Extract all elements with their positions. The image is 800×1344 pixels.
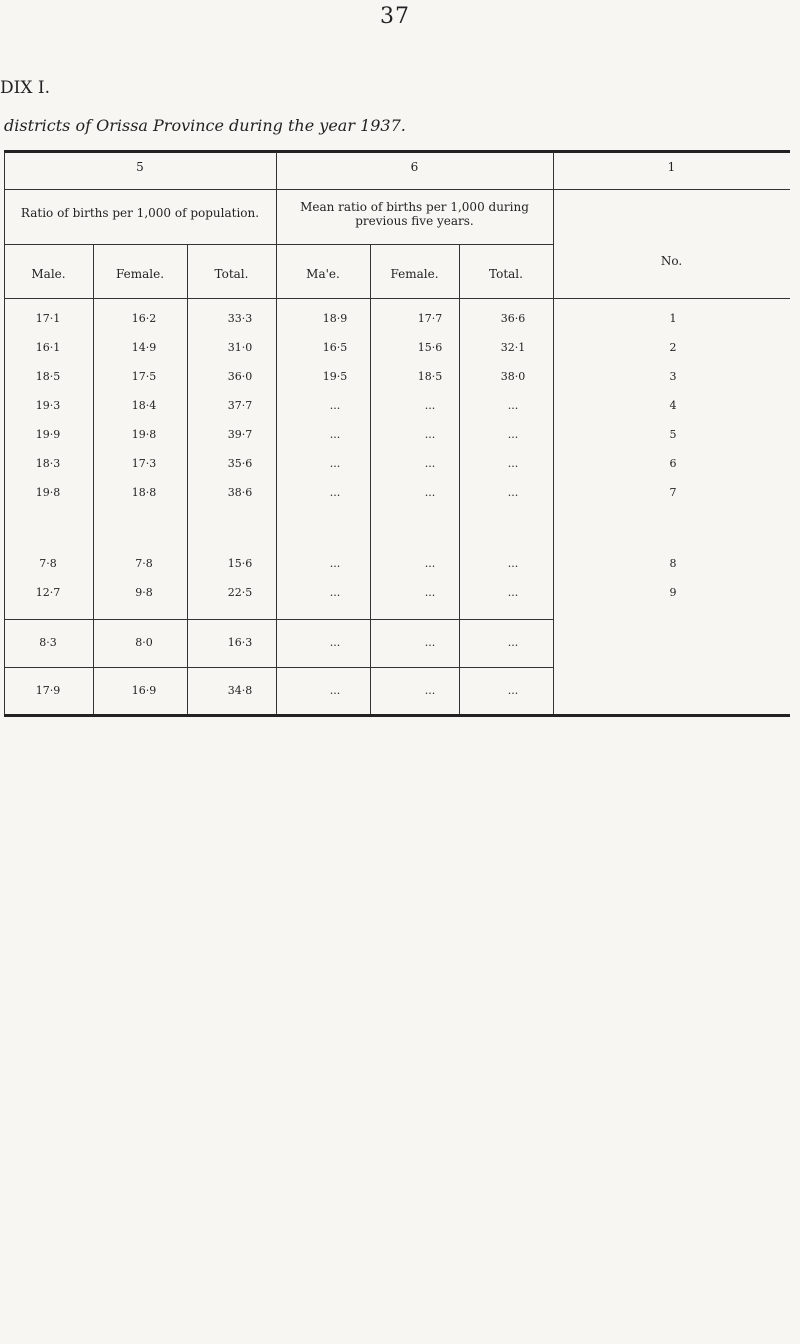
sub-header-mean-male: Ma'e. [306,267,340,281]
cell-total: 36·0 [227,370,253,383]
cell-total: 34·8 [227,684,253,697]
cell-male: 18·5 [35,370,61,383]
page-number: 37 [380,4,410,29]
column-number-5: 5 [136,160,144,174]
header-number-rule [4,189,790,190]
col-divider-no [553,152,554,714]
cell-mean-female: 18·5 [417,370,443,383]
cell-female: 16·2 [131,312,157,325]
cell-mean-male: ... [329,636,341,649]
cell-mean-female: ... [424,586,436,599]
cell-female: 14·9 [131,341,157,354]
cell-mean-female: 17·7 [417,312,443,325]
cell-mean-male: ... [329,486,341,499]
cell-female: 8·0 [135,636,153,649]
sub-header-total: Total. [214,267,249,281]
cell-male: 16·1 [35,341,61,354]
cell-no: 5 [669,428,677,441]
cell-mean-female: ... [424,428,436,441]
cell-no: 7 [669,486,677,499]
cell-male: 19·9 [35,428,61,441]
table-bottom-rule [4,714,790,717]
cell-mean-male: ... [329,428,341,441]
cell-total: 37·7 [227,399,253,412]
cell-no: 3 [669,370,677,383]
cell-mean-male: 18·9 [322,312,348,325]
row-divider [4,667,553,668]
no-header: No. [660,254,683,268]
cell-total: 35·6 [227,457,253,470]
cell-female: 19·8 [131,428,157,441]
cell-female: 18·4 [131,399,157,412]
cell-male: 12·7 [35,586,61,599]
cell-no: 8 [669,557,677,570]
cell-female: 7·8 [135,557,153,570]
cell-mean-total: ... [507,486,519,499]
cell-mean-total: ... [507,557,519,570]
cell-male: 8·3 [39,636,57,649]
cell-male: 19·8 [35,486,61,499]
sub-header-male: Male. [31,267,66,281]
cell-no: 2 [669,341,677,354]
cell-male: 7·8 [39,557,57,570]
sub-header-female: Female. [115,267,165,281]
cell-mean-female: ... [424,457,436,470]
cell-total: 31·0 [227,341,253,354]
cell-total: 33·3 [227,312,253,325]
cell-female: 17·3 [131,457,157,470]
col-divider-male-female [93,244,94,714]
cell-mean-female: ... [424,636,436,649]
cell-female: 17·5 [131,370,157,383]
cell-total: 38·6 [227,486,253,499]
cell-mean-male: ... [329,457,341,470]
cell-mean-total: ... [507,586,519,599]
cell-mean-female: ... [424,486,436,499]
cell-mean-total: 32·1 [500,341,526,354]
appendix-label: DIX I. [0,78,50,98]
column-number-1: 1 [667,160,676,174]
col-divider-5-6 [276,152,277,714]
cell-male: 18·3 [35,457,61,470]
cell-mean-total: ... [507,399,519,412]
col-divider-mean-male-female [370,244,371,714]
header-bottom-rule [4,298,790,299]
mean-ratio-header-text: Mean ratio of births per 1,000 during previous five years. [300,200,529,228]
cell-no: 6 [669,457,677,470]
cell-mean-total: 36·6 [500,312,526,325]
table-left-border [4,152,5,714]
cell-female: 18·8 [131,486,157,499]
page-title: districts of Orissa Province during the year 1937. [4,116,406,135]
cell-no: 4 [669,399,677,412]
cell-mean-female: ... [424,684,436,697]
cell-female: 9·8 [135,586,153,599]
cell-female: 16·9 [131,684,157,697]
cell-mean-total: ... [507,684,519,697]
col-divider-female-total [187,244,188,714]
cell-mean-total: 38·0 [500,370,526,383]
header-group-rule [4,244,553,245]
cell-male: 17·9 [35,684,61,697]
cell-mean-male: ... [329,557,341,570]
cell-mean-female: ... [424,399,436,412]
cell-no: 1 [669,312,677,325]
cell-total: 16·3 [227,636,253,649]
cell-total: 22·5 [227,586,253,599]
sub-header-mean-total: Total. [489,267,523,281]
cell-no: 9 [669,586,677,599]
cell-mean-male: ... [329,684,341,697]
cell-mean-total: ... [507,428,519,441]
sub-header-mean-female: Female. [390,267,439,281]
cell-mean-male: ... [329,399,341,412]
column-number-6: 6 [410,160,419,174]
cell-total: 15·6 [227,557,253,570]
ratio-header: Ratio of births per 1,000 of population. [20,206,260,220]
cell-mean-total: ... [507,457,519,470]
cell-mean-male: 19·5 [322,370,348,383]
cell-male: 19·3 [35,399,61,412]
cell-male: 17·1 [35,312,61,325]
cell-total: 39·7 [227,428,253,441]
cell-mean-male: ... [329,586,341,599]
cell-mean-female: ... [424,557,436,570]
cell-mean-female: 15·6 [417,341,443,354]
row-divider [4,619,553,620]
cell-mean-male: 16·5 [322,341,348,354]
table-top-rule [4,150,790,153]
mean-ratio-header [276,200,553,228]
cell-mean-total: ... [507,636,519,649]
